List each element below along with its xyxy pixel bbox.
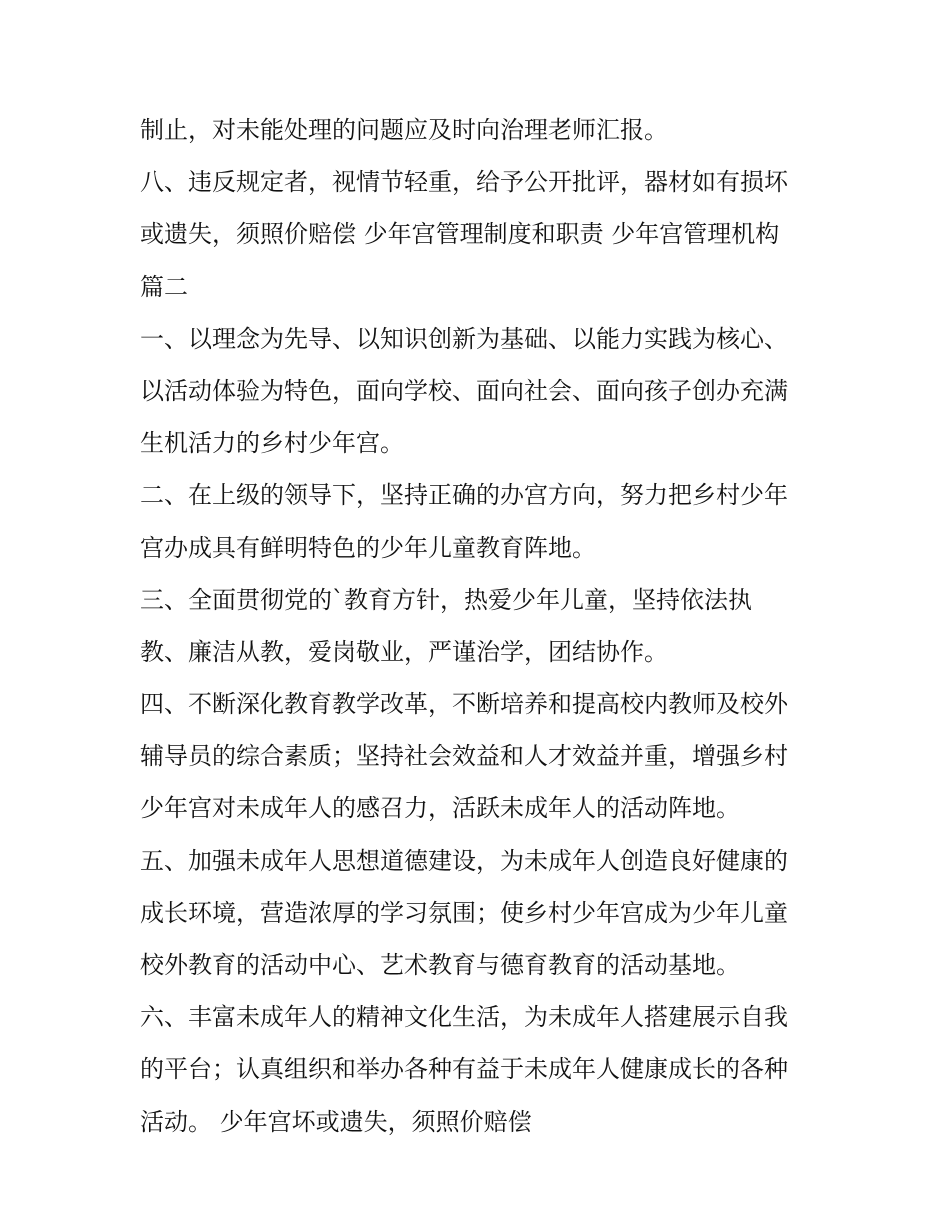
text-line: 宫办成具有鲜明特色的少年儿童教育阵地。 [140,533,596,562]
text-line: 六、丰富未成年人的精神文化生活，为未成年人搭建展示自我 [140,1003,788,1032]
section-heading: 篇二 [140,272,188,301]
text-line: 活动。 少年宫坏或遗失，须照价赔偿 [140,1107,532,1136]
text-line: 三、全面贯彻党的`教育方针，热爱少年儿童，坚持依法执 [140,585,752,614]
text-line: 成长环境，营造浓厚的学习氛围；使乡村少年宫成为少年儿童 [140,898,788,927]
text-line: 八、违反规定者，视情节轻重，给予公开批评，器材如有损坏 [140,168,788,197]
text-line: 一、以理念为先导、以知识创新为基础、以能力实践为核心、 [140,324,788,353]
text-line: 的平台；认真组织和举办各种有益于未成年人健康成长的各种 [140,1055,788,1084]
text-line: 或遗失，须照价赔偿 少年宫管理制度和职责 少年宫管理机构 [140,220,780,249]
text-line: 辅导员的综合素质；坚持社会效益和人才效益并重，增强乡村 [140,742,788,771]
text-line: 教、廉洁从教，爱岗敬业，严谨治学，团结协作。 [140,637,668,666]
text-line: 二、在上级的领导下，坚持正确的办宫方向，努力把乡村少年 [140,481,788,510]
text-line: 四、不断深化教育教学改革，不断培养和提高校内教师及校外 [140,690,788,719]
text-line: 校外教育的活动中心、艺术教育与德育教育的活动基地。 [140,951,740,979]
document-body [140,104,830,1148]
text-line: 生机活力的乡村少年宫。 [140,429,404,458]
text-line: 少年宫对未成年人的感召力，活跃未成年人的活动阵地。 [140,794,740,823]
text-line: 五、加强未成年人思想道德建设，为未成年人创造良好健康的 [140,846,788,875]
text-line: 以活动体验为特色，面向学校、面向社会、面向孩子创办充满 [140,376,788,405]
text-line: 制止，对未能处理的问题应及时向治理老师汇报。 [140,116,668,144]
